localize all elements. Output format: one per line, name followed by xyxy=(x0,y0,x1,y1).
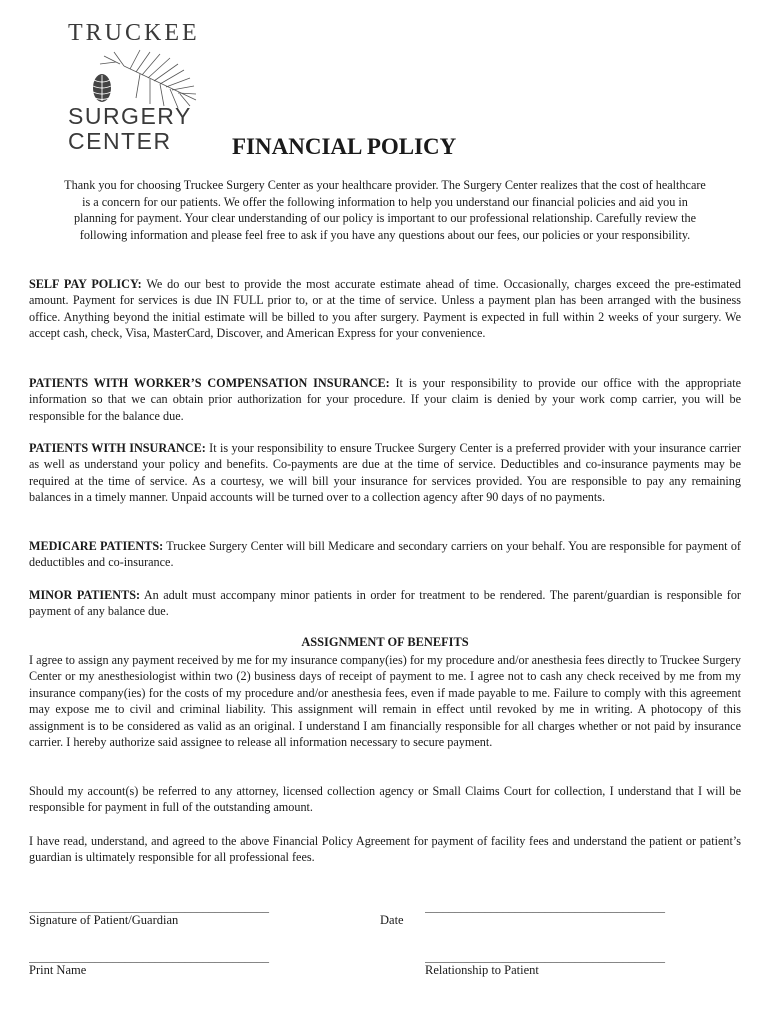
workers-comp-heading: PATIENTS WITH WORKER’S COMPENSATION INSURANCE: xyxy=(29,376,390,390)
truckee-surgery-center-logo xyxy=(66,20,206,160)
pine-cone-icon xyxy=(80,48,200,110)
agreement-paragraph: I have read, understand, and agreed to the above Financial Policy Agreement for payment of facility fees and understand the patient or patient’s guardian is ultimately responsible for all professional fees. xyxy=(29,834,741,865)
logo-text-surgery-center xyxy=(68,104,192,154)
workers-comp-text: It is your responsibility to provide our office with the appropriate information so that we can obtain prior authorization for your procedure. If your claim is denied by your work comp carrier, you will be responsible for the balance due. xyxy=(29,376,741,423)
minor-heading: MINOR PATIENTS: xyxy=(29,588,141,602)
relationship-label: Relationship to Patient xyxy=(425,963,539,977)
logo-line-center: CENTER xyxy=(68,128,172,154)
medicare-text: Truckee Surgery Center will bill Medicare and secondary carriers on your behalf. You are responsible for payment of deductibles and co-insurance. xyxy=(29,539,741,570)
medicare-heading: MEDICARE PATIENTS: xyxy=(29,539,164,553)
assignment-of-benefits-paragraph: I agree to assign any payment received by me for my insurance company(ies) for my procedure and/or anesthesia fees directly to Truckee Surgery Center or my anesthesiologist within two (2) business days of receipt of payment to me. I agree not to cash any check received by me from my insurance company(ies) for the costs of my procedure and/or anesthesia fees, even if made payable to me. Failure to comply with this agreement may expose me to civil and criminal liability. This assignment will remain in effect until revoked by me in writing. A photocopy of this assignment is to be considered as valid as an original. I understand I am financially responsible for all charges whether or not paid by insurance carrier. I hereby authorize said assignee to release all information necessary to secure payment. xyxy=(29,653,741,750)
self-pay-heading: SELF PAY POLICY: xyxy=(29,277,142,291)
self-pay-text: We do our best to provide the most accurate estimate ahead of time. Occasionally, charges exceed the pre-estimated amount. Payment for services is due IN FULL prior to, or at the time of service. Unless a payment plan has been arranged with the business office. Anything beyond the initial estimate will be billed to you after surgery. Payment is expected in full within 2 weeks of your surgery. We accept cash, check, Visa, MasterCard, Discover, and American Express for your convenience. xyxy=(29,277,741,341)
relationship-line[interactable]: ________________________________________ xyxy=(425,950,665,964)
assignment-of-benefits-heading: ASSIGNMENT OF BENEFITS xyxy=(301,635,469,649)
intro-paragraph: Thank you for choosing Truckee Surgery Center as your healthcare provider. The Surgery Center realizes that the cost of healthcare is a concern for our patients. We offer the following information to help you understand our financial policies and aid you in planning for payment. Your clear understanding of our policy is important to our professional relationship. Carefully review the following information and please feel free to ask if you have any questions about our fees, our policies or your responsibility. xyxy=(64,178,706,242)
insurance-paragraph xyxy=(29,440,741,506)
date-label: Date xyxy=(380,913,404,927)
signature-line[interactable]: ________________________________________ xyxy=(29,900,269,914)
page-title: FINANCIAL POLICY xyxy=(232,134,457,159)
date-line[interactable]: ________________________________________ xyxy=(425,900,665,914)
minor-text: An adult must accompany minor patients in order for treatment to be rendered. The parent/guardian is responsible for payment of any balance due. xyxy=(29,588,741,619)
insurance-heading: PATIENTS WITH INSURANCE: xyxy=(29,441,206,455)
minor-patients-paragraph xyxy=(29,587,741,620)
insurance-text: It is your responsibility to ensure Truckee Surgery Center is a preferred provider with your insurance carrier as well as understand your policy and benefits. Co-payments are due at the time of service. Deductibles and co-insurance payments may be required at the time of service. As a courtesy, we will bill your insurance for services provided. You are responsible to pay any remaining balances in a timely manner. Unpaid accounts will be turned over to a collection agency after 90 days of no payments. xyxy=(29,441,741,505)
collection-paragraph: Should my account(s) be referred to any attorney, licensed collection agency or Small Claims Court for collection, I understand that I will be responsible for payment in full of the outstanding amount. xyxy=(29,784,741,815)
self-pay-policy-paragraph xyxy=(29,276,741,342)
logo-line-truckee: TRUCKEE xyxy=(68,20,200,46)
workers-comp-paragraph xyxy=(29,375,741,424)
medicare-paragraph xyxy=(29,538,741,571)
signature-label: Signature of Patient/Guardian xyxy=(29,913,179,927)
print-name-line[interactable]: ________________________________________ xyxy=(29,950,269,964)
logo-line-surgery: SURGERY xyxy=(68,103,192,129)
print-name-label: Print Name xyxy=(29,963,87,977)
